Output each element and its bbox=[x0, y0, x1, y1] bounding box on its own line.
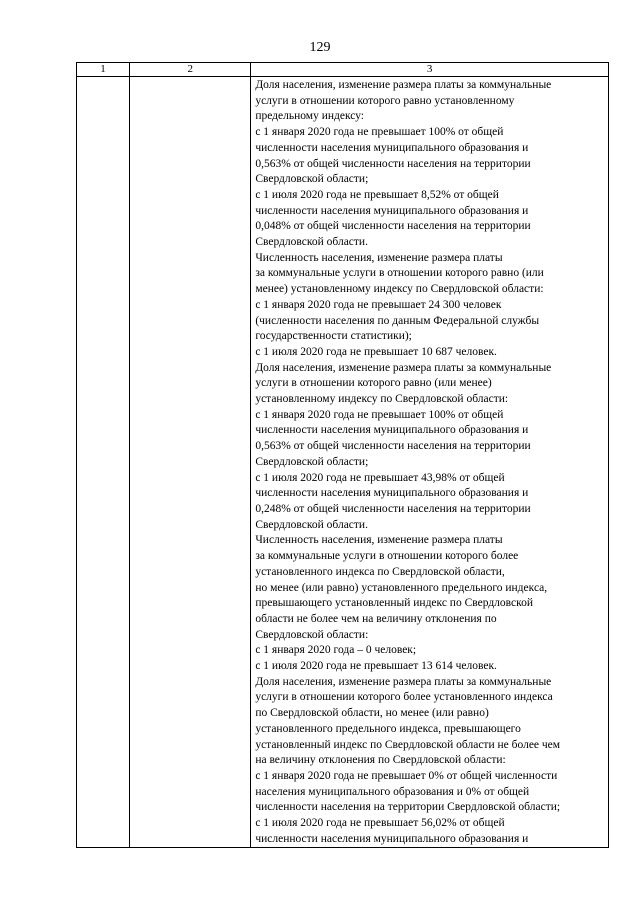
column-header-3: 3 bbox=[251, 63, 609, 77]
text-line: Свердловской области: bbox=[255, 628, 369, 641]
text-line: области не более чем на величину отклонения по bbox=[255, 612, 497, 625]
cell-col-1 bbox=[77, 77, 130, 848]
text-line: предельному индексу: bbox=[255, 110, 365, 123]
text-line: с 1 января 2020 года не превышает 24 300 человек bbox=[255, 298, 502, 311]
text-line: услуги в отношении которого равно установленному bbox=[255, 94, 515, 107]
text-line: установленный индекс по Свердловской области не более чем bbox=[255, 738, 561, 751]
text-line: с 1 июля 2020 года не превышает 13 614 человек. bbox=[255, 660, 497, 673]
text-line: численности населения муниципального образования и bbox=[255, 487, 529, 500]
text-line: установленного индекса по Свердловской области, bbox=[255, 565, 505, 578]
text-line: на величину отклонения по Свердловской области: bbox=[255, 754, 506, 767]
text-line: с 1 января 2020 года не превышает 100% от общей bbox=[255, 408, 504, 421]
text-line: Свердловской области; bbox=[255, 173, 369, 186]
text-line: услуги в отношении которого более установленного индекса bbox=[255, 691, 553, 704]
table-header-row bbox=[77, 63, 609, 77]
cell-col-3-text bbox=[251, 77, 608, 847]
text-line: по Свердловской области, но менее (или равно) bbox=[255, 707, 489, 720]
text-line: Численность населения, изменение размера платы bbox=[255, 534, 503, 547]
text-line: 0,563% от общей численности населения на территории bbox=[255, 440, 531, 453]
cell-col-3 bbox=[251, 77, 609, 848]
text-line: (численности населения по данным Федеральной службы bbox=[255, 314, 540, 327]
text-line: установленному индексу по Свердловской области: bbox=[255, 393, 509, 406]
document-table bbox=[76, 62, 609, 848]
text-line: установленного предельного индекса, превышающего bbox=[255, 722, 521, 735]
text-line: Численность населения, изменение размера платы bbox=[255, 251, 503, 264]
text-line: за коммунальные услуги в отношении которого равно (или bbox=[255, 267, 544, 280]
text-line: численности населения муниципального образования и bbox=[255, 832, 529, 845]
column-header-2: 2 bbox=[130, 63, 251, 77]
text-line: менее) установленному индексу по Свердловской области: bbox=[255, 283, 544, 296]
text-line: населения муниципального образования и 0% от общей bbox=[255, 785, 530, 798]
text-line: услуги в отношении которого равно (или менее) bbox=[255, 377, 492, 390]
text-line: Доля населения, изменение размера платы за коммунальные bbox=[255, 675, 552, 688]
text-line: с 1 июля 2020 года не превышает 56,02% от общей bbox=[255, 817, 505, 830]
text-line: численности населения муниципального образования и bbox=[255, 204, 529, 217]
text-line: превышающего установленный индекс по Свердловской bbox=[255, 597, 534, 610]
table-body-row bbox=[77, 77, 609, 848]
text-line: Доля населения, изменение размера платы за коммунальные bbox=[255, 361, 552, 374]
text-line: 0,248% от общей численности населения на территории bbox=[255, 502, 531, 515]
text-line: государственности статистики); bbox=[255, 330, 412, 343]
text-line: Свердловской области. bbox=[255, 518, 368, 531]
text-line: с 1 января 2020 года – 0 человек; bbox=[255, 644, 417, 657]
text-line: 0,048% от общей численности населения на территории bbox=[255, 220, 531, 233]
text-line: Свердловской области. bbox=[255, 236, 368, 249]
text-line: Доля населения, изменение размера платы за коммунальные bbox=[255, 79, 552, 91]
page-number: 129 bbox=[309, 40, 331, 55]
text-line: с 1 января 2020 года не превышает 0% от общей численности bbox=[255, 769, 558, 782]
cell-col-2 bbox=[130, 77, 251, 848]
text-line: с 1 июля 2020 года не превышает 10 687 человек. bbox=[255, 345, 497, 358]
text-line: численности населения муниципального образования и bbox=[255, 424, 529, 437]
text-line: за коммунальные услуги в отношении которого более bbox=[255, 550, 519, 563]
column-header-1: 1 bbox=[77, 63, 130, 77]
text-line: с 1 июля 2020 года не превышает 43,98% от общей bbox=[255, 471, 505, 484]
text-line: Свердловской области; bbox=[255, 455, 369, 468]
text-line: 0,563% от общей численности населения на территории bbox=[255, 157, 531, 170]
text-line: численности населения на территории Свердловской области; bbox=[255, 801, 561, 814]
text-line: но менее (или равно) установленного предельного индекса, bbox=[255, 581, 548, 594]
text-line: с 1 января 2020 года не превышает 100% от общей bbox=[255, 126, 504, 139]
text-line: с 1 июля 2020 года не превышает 8,52% от общей bbox=[255, 188, 499, 201]
text-line: численности населения муниципального образования и bbox=[255, 141, 529, 154]
